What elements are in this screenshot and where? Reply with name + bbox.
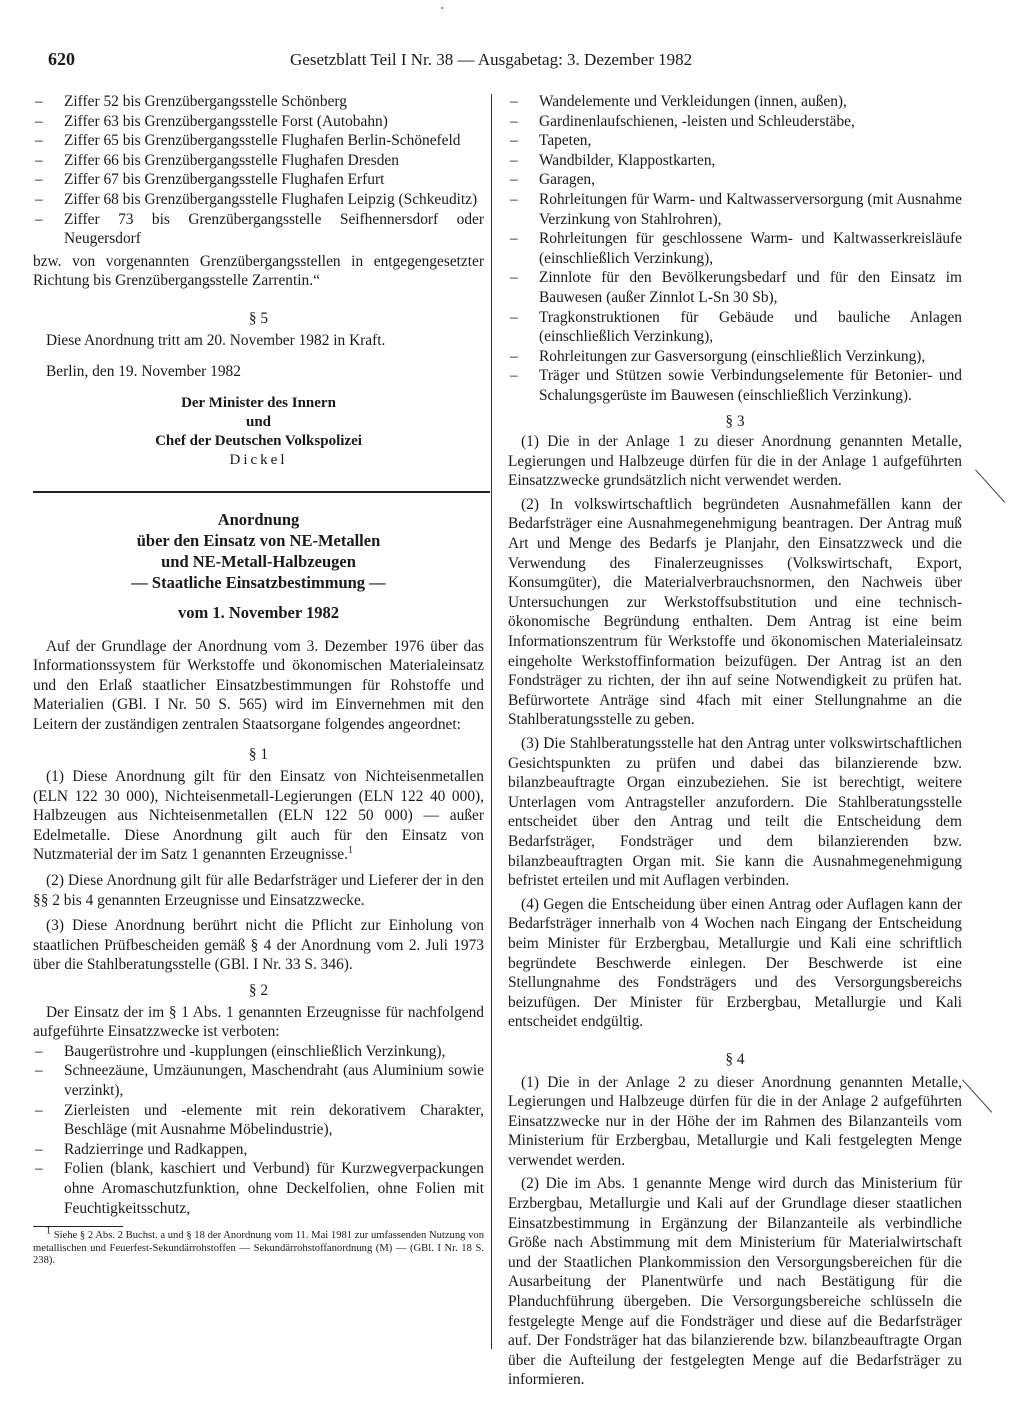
section-2-intro: Der Einsatz der im § 1 Abs. 1 genannten Erzeugnisse für nachfolgend aufgeführte Einsatzzwecke ist verboten: (33, 1003, 484, 1041)
list-item: – Wandbilder, Klappostkarten, (508, 151, 962, 171)
title-date: vom 1. November 1982 (177, 602, 339, 622)
section-separator (33, 491, 490, 493)
title-line: Anordnung (217, 509, 300, 529)
margin-mark (962, 1079, 992, 1112)
list-item: – Rohrleitungen für geschlossene Warm- und Kaltwasserkreisläufe (einschließlich Verzinkung), (508, 229, 962, 268)
section-2-heading: § 2 (248, 982, 269, 1000)
ordinance-title (33, 509, 484, 623)
section-1-heading: § 1 (248, 745, 269, 763)
right-column (508, 92, 962, 1390)
list-item: – Ziffer 63 bis Grenzübergangsstelle Forst (Autobahn) (33, 112, 484, 132)
list-item: – Radzierringe und Radkappen, (33, 1140, 484, 1160)
signatory-title: Der Minister des Innern (181, 394, 336, 411)
section-3-para-2: (2) In volkswirtschaftlich begründeten Ausnahmefällen kann der Bedarfsträger eine Ausnahmegenehmigung beantragen. Der Antrag muß Art und Menge des Bedarfs je Planjahr, den Einsatzzweck und die Verwendung des Finalerzeugnisses (Volkswirtschaft, Export, Konsumgüter), die Materialverbrauchsnormen, den Nachweis über Untersuchungen zur Werkstoffsubstitution und eine technisch-ökonomische Begründung enthalten. Dem Antrag ist eine beim Informationszentrum für Werkstoffe und ökonomischen Materialeinsatz eingeholte Werkstoffinformation beizufügen. Der Antrag ist an den Fondsträger zu richten, der ihn auf seine Notwendigkeit zu prüfen hat. Befürwortete Anträge sind 4fach mit einer Stellungnahme an die Stahlberatungsstelle zu geben. (508, 495, 962, 729)
list-item: – Garagen, (508, 170, 962, 190)
page-number: 620 (48, 49, 75, 69)
running-title: Gesetzblatt Teil I Nr. 38 — Ausgabetag: 3. Dezember 1982 (290, 50, 693, 69)
scan-speck (441, 7, 443, 9)
list-item: – Zierleisten und -elemente mit rein dekorativem Charakter, Beschläge (mit Ausnahme Möbelindustrie), (33, 1101, 484, 1140)
title-line: über den Einsatz von NE-Metallen (136, 530, 381, 550)
prohibited-uses-list-continued (508, 92, 962, 406)
list-item: – Ziffer 65 bis Grenzübergangsstelle Flughafen Berlin-Schönefeld (33, 131, 484, 151)
list-item: – Träger und Stützen sowie Verbindungselemente für Betonier- und Schalungsgerüste im Bauwesen (einschließlich Verzinkung). (508, 366, 962, 405)
section-4-para-2: (2) Die im Abs. 1 genannte Menge wird durch das Ministerium für Erzbergbau, Metallurgie und Kali auf der Grundlage dieser staatlichen Einsatzbestimmung in Ergänzung der Bilanzanteile als verbindliche Größe nach Abstimmung mit dem Ministerium für Materialwirtschaft und der Staatlichen Plankommission den Versorgungsbereichen für die Ausarbeitung der Planentwürfe und nach Bestätigung für die Planduchführung übergeben. Die Versorgungsbereiche schlüsseln die festgelegte Menge auf die Fondsträger und diese auf die Bedarfsträger auf. Der Fondsträger hat das bilanzierende bzw. bilanzbeauftragte Organ über die Aufteilung der festgelegten Menge auf die Bedarfsträger zu informieren. (508, 1175, 962, 1389)
list-item: – Schneezäune, Umzäunungen, Maschendraht (aus Aluminium sowie verzinkt), (33, 1061, 484, 1100)
page-header (40, 49, 730, 75)
section-1-para-1-text: (1) Diese Anordnung gilt für den Einsatz von Nichteisenmetallen (ELN 122 30 000), Nichteisenmetall-Legierungen (ELN 122 40 000), Halbzeugen aus Nichteisenmetallen (ELN 122 50 000) — außer Edelmetalle. Diese Anordnung gilt auch für den Einsatz von Nutzmaterial der im Satz 1 genannten Erzeugnisse. (33, 768, 484, 864)
footnote-number: 1 (46, 1225, 51, 1237)
section-4-heading: § 4 (725, 1050, 745, 1068)
list-item: – Ziffer 67 bis Grenzübergangsstelle Flughafen Erfurt (33, 170, 484, 190)
list-item: – Tragkonstruktionen für Gebäude und bauliche Anlagen (einschließlich Verzinkung), (508, 308, 962, 347)
footnote (33, 1225, 485, 1267)
list-item: – Ziffer 66 bis Grenzübergangsstelle Flughafen Dresden (33, 151, 484, 171)
prohibited-uses-list (33, 1042, 484, 1218)
section-3-para-1: (1) Die in der Anlage 1 zu dieser Anordnung genannten Metalle, Legierungen und Halbzeuge dürfen für die in der Anlage 1 aufgeführten Einsatzzwecke grundsätzlich nicht verwendet werden. (508, 433, 962, 490)
section-1-para-2: (2) Diese Anordnung gilt für alle Bedarfsträger und Lieferer der in den §§ 2 bis 4 genannten Erzeugnisse und Einsatzzwecke. (33, 872, 484, 909)
bzw-paragraph: bzw. von vorgenannten Grenzübergangsstellen in entgegengesetzter Richtung bis Grenzübergangsstelle Zarrentin.“ (33, 252, 484, 290)
section-3-heading: § 3 (725, 412, 745, 430)
footnote-ref: 1 (347, 845, 353, 857)
title-line: und NE-Metall-Halbzeugen (161, 551, 356, 571)
signature-block (33, 394, 484, 471)
footnote-text: Siehe § 2 Abs. 2 Buchst. a und § 18 der Anordnung vom 11. Mai 1981 zur umfassenden Nutzung von metallischen und Feuerfest-Sekundärrohstoffen — Sekundärrohstoffanordnung (M) — (GBl. I Nr. 18 S. 238). (33, 1230, 485, 1266)
place-date: Berlin, den 19. November 1982 (46, 363, 241, 381)
list-item: – Wandelemente und Verkleidungen (innen, außen), (508, 92, 962, 112)
signatory-name: Dickel (229, 452, 288, 469)
list-item: – Ziffer 73 bis Grenzübergangsstelle Seifhennersdorf oder Neugersdorf (33, 210, 484, 249)
signatory-and: und (245, 413, 272, 430)
list-item: – Rohrleitungen für Warm- und Kaltwasserversorgung (mit Ausnahme Verzinkung von Stahlrohren), (508, 190, 962, 229)
ziffer-list (33, 92, 484, 249)
preamble: Auf der Grundlage der Anordnung vom 3. Dezember 1976 über das Informationssystem für Werkstoffe und ökonomischen Materialeinsatz und den Erlaß staatlicher Einsatzbestimmungen für Rohstoffe und Materialien (GBl. I Nr. 50 S. 565) wird im Einvernehmen mit den Leitern der zuständigen zentralen Staatsorgane folgendes angeordnet: (33, 637, 484, 733)
list-item: – Baugerüstrohre und -kupplungen (einschließlich Verzinkung), (33, 1042, 484, 1062)
title-line: — Staatliche Einsatzbestimmung — (131, 572, 386, 592)
section-4-para-1: (1) Die in der Anlage 2 zu dieser Anordnung genannten Metalle, Legierungen und Halbzeuge dürfen für die in der Anlage 2 aufgeführten Einsatzzwecke nur in der Höhe der im Rahmen des Bilanzanteils vom Ministerium für Erzbergbau, Metallurgie und Kali festgelegten Menge verwendet werden. (508, 1073, 962, 1169)
section-3-para-4: (4) Gegen die Entscheidung über einen Antrag oder Auflagen kann der Bedarfsträger innerhalb von 4 Wochen nach Eingang der Entscheidung beim Minister für Erzbergbau, Metallurgie und Kali eine schriftlich begründete Beschwerde einlegen. Der Beschwerde ist eine Stellungnahme des Fondsträgers und des Versorgungsbereichs beizufügen. Der Minister für Erzbergbau, Metallurgie und Kali entscheidet endgültig. (508, 895, 962, 1031)
column-divider (491, 94, 492, 1349)
section-3-para-3: (3) Die Stahlberatungsstelle hat den Antrag unter volkswirtschaftlichen Gesichtspunkten zu prüfen und dabei das bilanzierende bzw. bilanzbeauftragte Organ einzubeziehen. Sie ist berechtigt, weitere Unterlagen vom Antragsteller anzufordern. Die Stahlberatungsstelle entscheidet über den Antrag und teilt die Entscheidung dem Bedarfsträger, Fondsträger und dem bilanzierenden bzw. bilanzbeauftragten Organ mit. Sie kann die Ausnahmegenehmigung befristet erteilen und mit Auflagen verbinden. (508, 735, 962, 890)
list-item: – Ziffer 52 bis Grenzübergangsstelle Schönberg (33, 92, 484, 112)
section-5-text: Diese Anordnung tritt am 20. November 1982 in Kraft. (46, 331, 386, 349)
signatory-office: Chef der Deutschen Volkspolizei (155, 433, 362, 450)
section-1-para-1 (33, 767, 484, 865)
margin-mark (975, 469, 1005, 502)
section-1-para-3: (3) Diese Anordnung berührt nicht die Pflicht zur Einholung von staatlichen Prüfbescheiden gemäß § 4 der Anordnung vom 2. Juli 1973 über die Stahlberatungsstelle (GBl. I Nr. 33 S. 346). (33, 917, 484, 974)
list-item: – Gardinenlaufschienen, -leisten und Schleuderstäbe, (508, 112, 962, 132)
list-item: – Zinnlote für den Bevölkerungsbedarf und für den Einsatz im Bauwesen (außer Zinnlot L-Sn 30 Sb), (508, 268, 962, 307)
list-item: – Rohrleitungen zur Gasversorgung (einschließlich Verzinkung), (508, 347, 962, 367)
left-column (33, 92, 484, 1267)
list-item: – Folien (blank, kaschiert und Verbund) für Kurzwegverpackungen ohne Aromaschutzfunktion, ohne Deckelfolien, ohne Folien mit Feuchtigkeitsschutz, (33, 1159, 484, 1218)
section-5-heading: § 5 (248, 309, 269, 327)
list-item: – Tapeten, (508, 131, 962, 151)
list-item: – Ziffer 68 bis Grenzübergangsstelle Flughafen Leipzig (Schkeuditz) (33, 190, 484, 210)
